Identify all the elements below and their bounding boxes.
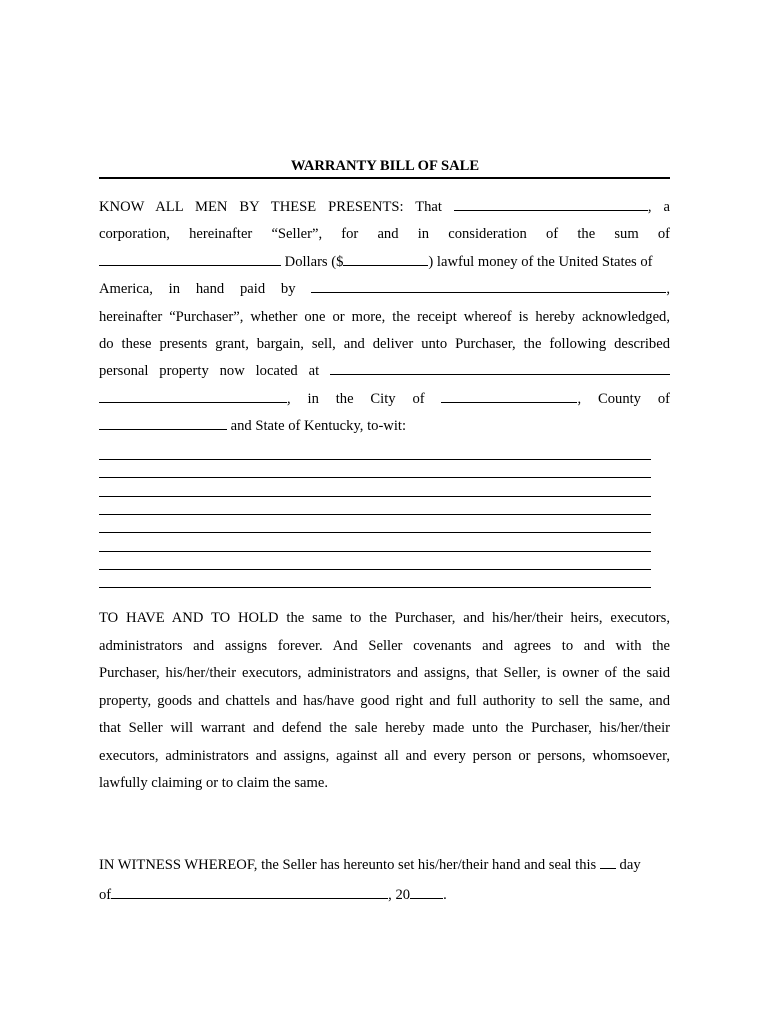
description-line[interactable]	[99, 459, 651, 460]
p1-line-2: corporation, hereinafter “Seller”, for and in consideration of the sum of	[99, 226, 670, 242]
text: , County of	[577, 391, 670, 407]
p1-line-9	[99, 417, 670, 435]
county-field[interactable]	[99, 417, 227, 430]
p1-line-6: do these presents grant, bargain, sell, and deliver unto Purchaser, the following described	[99, 336, 670, 352]
text: , 20	[388, 887, 411, 903]
address-field[interactable]	[99, 390, 287, 403]
description-line[interactable]	[99, 587, 651, 588]
text: ) lawful money of the United States of	[428, 254, 653, 270]
document-title: WARRANTY BILL OF SALE	[290, 158, 480, 174]
p2-line: that Seller will warrant and defend the sale hereby made unto the Purchaser, his/her/their	[99, 720, 670, 736]
p2-line: TO HAVE AND TO HOLD the same to the Purchaser, and his/her/their heirs, executors,	[99, 610, 670, 626]
text: ,	[666, 281, 670, 297]
month-field[interactable]	[111, 886, 388, 899]
text: personal property now located at	[99, 363, 320, 379]
p1-line-3	[99, 253, 670, 271]
text: of	[99, 887, 112, 903]
description-line[interactable]	[99, 514, 651, 515]
year-field[interactable]	[410, 886, 443, 899]
text: KNOW ALL MEN BY THESE PRESENTS: That	[99, 199, 442, 215]
text: , a	[647, 199, 670, 215]
p2-line: property, goods and chattels and has/have good right and full authority to sell the same, and	[99, 693, 670, 709]
seller-name-field[interactable]	[454, 198, 648, 211]
city-field[interactable]	[441, 390, 577, 403]
p2-line: executors, administrators and assigns, against all and every person or persons, whomsoever,	[99, 748, 670, 764]
text: Dollars ($	[281, 254, 344, 270]
p1-line-4	[99, 280, 670, 298]
description-line[interactable]	[99, 532, 651, 533]
text: day	[619, 857, 641, 873]
p1-line-7	[99, 362, 670, 380]
day-field[interactable]	[600, 856, 616, 869]
p1-line-1	[99, 198, 670, 216]
description-line[interactable]	[99, 477, 651, 478]
description-line[interactable]	[99, 569, 651, 570]
witness-line-2	[99, 886, 670, 904]
text: America, in hand paid by	[99, 281, 296, 297]
text: and State of Kentucky, to-wit:	[227, 418, 407, 434]
p1-line-5: hereinafter “Purchaser”, whether one or more, the receipt whereof is hereby acknowledged,	[99, 309, 670, 325]
location-field[interactable]	[330, 362, 670, 375]
description-line[interactable]	[99, 551, 651, 552]
p1-line-8	[99, 390, 670, 408]
amount-words-field[interactable]	[99, 253, 281, 266]
p2-line: administrators and assigns forever. And Seller covenants and agrees to and with the	[99, 638, 670, 654]
p2-line: lawfully claiming or to claim the same.	[99, 775, 328, 791]
text: .	[443, 887, 447, 903]
text: IN WITNESS WHEREOF, the Seller has hereunto set his/her/their hand and seal this	[99, 857, 597, 873]
description-line[interactable]	[99, 496, 651, 497]
amount-number-field[interactable]	[343, 253, 428, 266]
title-rule	[99, 177, 670, 179]
p2-line: Purchaser, his/her/their executors, administrators and assigns, that Seller, is owner of the said	[99, 665, 670, 681]
purchaser-name-field[interactable]	[311, 280, 666, 293]
text: , in the City of	[287, 391, 425, 407]
witness-line-1	[99, 856, 664, 874]
